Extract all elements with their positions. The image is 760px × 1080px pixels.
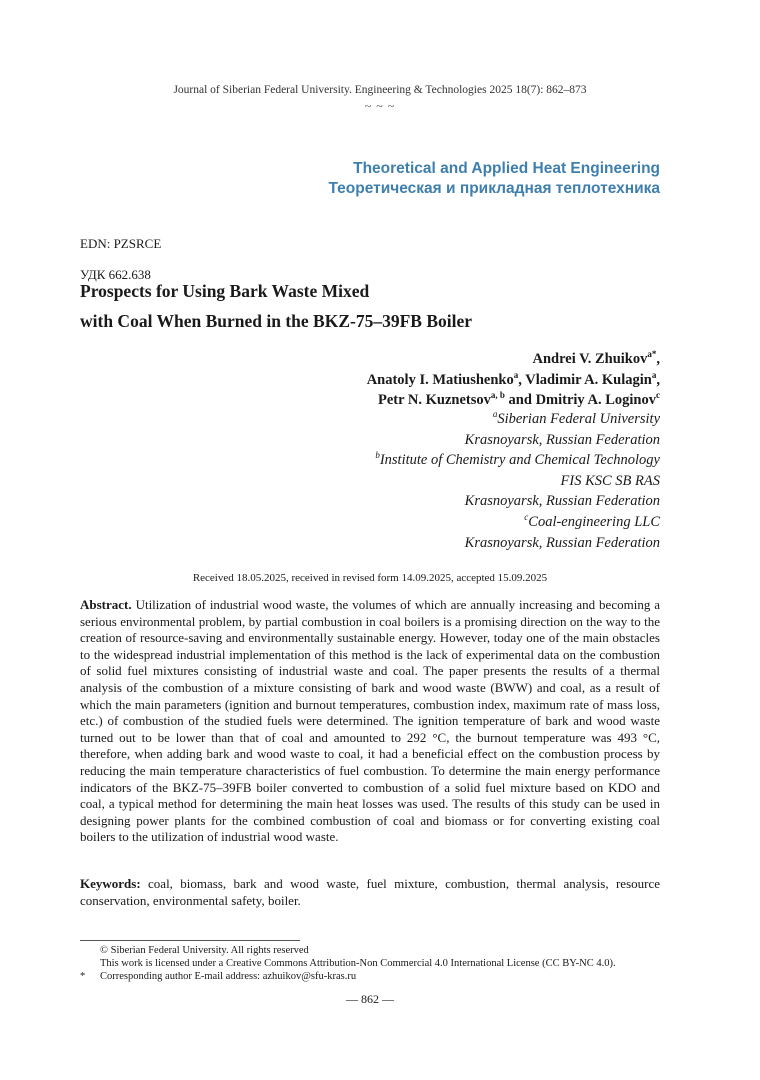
footnote-star: *	[80, 971, 86, 982]
author-name: Petr N. Kuznetsov	[378, 392, 491, 408]
license-note: This work is licensed under a Creative Commons Attribution-Non Commercial 4.0 International License (CC BY-NC 4.0).	[100, 958, 616, 969]
copyright-note: © Siberian Federal University. All rights reserved	[100, 945, 309, 956]
affiliation-c-city: Krasnoyarsk, Russian Federation	[464, 534, 660, 551]
received-dates: Received 18.05.2025, received in revised form 14.09.2025, accepted 15.09.2025	[192, 572, 548, 584]
author-line-2: Anatoly I. Matiushenko$^a$, Vladimir A. Kulagin$^a$,	[366, 369, 660, 388]
author-sup: a	[651, 369, 657, 380]
edn-code: EDN: PZSRCE	[80, 236, 162, 251]
author-name: Andrei V. Zhuikov	[532, 351, 648, 367]
footnote-divider	[80, 940, 300, 941]
section-title-en: Theoretical and Applied Heat Engineering	[353, 160, 660, 177]
udk-code: УДК 662.638	[80, 267, 151, 282]
keywords-label: Keywords:	[80, 876, 141, 891]
keywords	[80, 876, 660, 909]
abstract	[80, 597, 660, 846]
author-sup: a	[513, 369, 519, 380]
abstract-text: Utilization of industrial wood waste, the volumes of which are annually increasing and becoming a serious environmental problem, by partial combustion in coal boilers is a promising direction on the way to the creation of resource-saving and environmentally sustainable energy. However, today one of the main obstacles to the widespread industrial implementation of this method is the lack of experimental data on the combustion of solid fuel mixtures consisting of industrial waste and coal. The paper presents the results of a thermal analysis of the combustion of a mixture consisting of bark and wood waste (BWW) and coal, as a result of which the main parameters (ignition and burnout temperatures, combustion index, maximum rate of mass loss, etc.) of combustion of the studied fuels were determined. The ignition temperature of bark and wood waste turned out to be lower than that of coal and amounted to 292 °C, the burnout temperature was 493 °C, therefore, when adding bark and wood waste to coal, it had a beneficial effect on the combustion process by reducing the main temperature characteristics of fuel combustion. To determine the main energy performance indicators of the BKZ-75–39FB boiler converted to combustion of a solid fuel mixture based on KDO and coal, a typical method for determining the main heat losses was used. The results of this study can be used in designing power plants for the combined combustion of coal and biomass or for converting existing coal boilers to the utilization of industrial wood waste.	[80, 597, 661, 845]
affiliation-a-city: Krasnoyarsk, Russian Federation	[464, 431, 660, 448]
author-sup: c	[656, 390, 660, 401]
affiliation-b-org: FIS KSC SB RAS	[560, 472, 660, 489]
corresponding-author-note	[80, 970, 680, 983]
journal-citation: Journal of Siberian Federal University. Engineering & Technologies 2025 18(7): 862–873	[173, 84, 587, 96]
affiliation-c: $^c$Coal-engineering LLC	[524, 512, 660, 530]
paper-title-line-2: with Coal When Burned in the BKZ-75–39FB Boiler	[80, 311, 473, 331]
author-name: Anatoly I. Matiushenko	[366, 371, 514, 388]
affiliation-a: $^a$Siberian Federal University	[492, 409, 660, 427]
paper-title-line-1: Prospects for Using Bark Waste Mixed	[80, 281, 370, 301]
affiliations	[375, 409, 660, 553]
author-sup: a*	[647, 349, 657, 360]
author-list	[367, 349, 660, 411]
affiliation-b: $^b$Institute of Chemistry and Chemical Technology	[375, 450, 660, 469]
author-line-1: Andrei V. Zhuikov$^{a*}$,	[532, 349, 660, 367]
author-name: Vladimir A. Kulagin	[525, 371, 652, 388]
section-title-ru: Теоретическая и прикладная теплотехника	[328, 180, 660, 197]
author-line-3: Petr N. Kuznetsov$^{a, b}$ and Dmitriy A. Loginov$^c$	[378, 390, 660, 408]
keywords-text: coal, biomass, bark and wood waste, fuel mixture, combustion, thermal analysis, resource conservation, environmental safety, boiler.	[80, 876, 660, 908]
affiliation-b-city: Krasnoyarsk, Russian Federation	[464, 493, 660, 510]
header-separator: ~ ~ ~	[364, 99, 396, 113]
abstract-label: Abstract.	[80, 597, 132, 612]
page-number: — 862 —	[346, 992, 394, 1006]
paper-title	[80, 276, 680, 336]
corresponding-email: Corresponding author E-mail address: azhuikov@sfu-kras.ru	[100, 971, 357, 982]
author-name: Dmitriy A. Loginov	[535, 392, 656, 408]
author-sup: a, b	[490, 390, 505, 401]
